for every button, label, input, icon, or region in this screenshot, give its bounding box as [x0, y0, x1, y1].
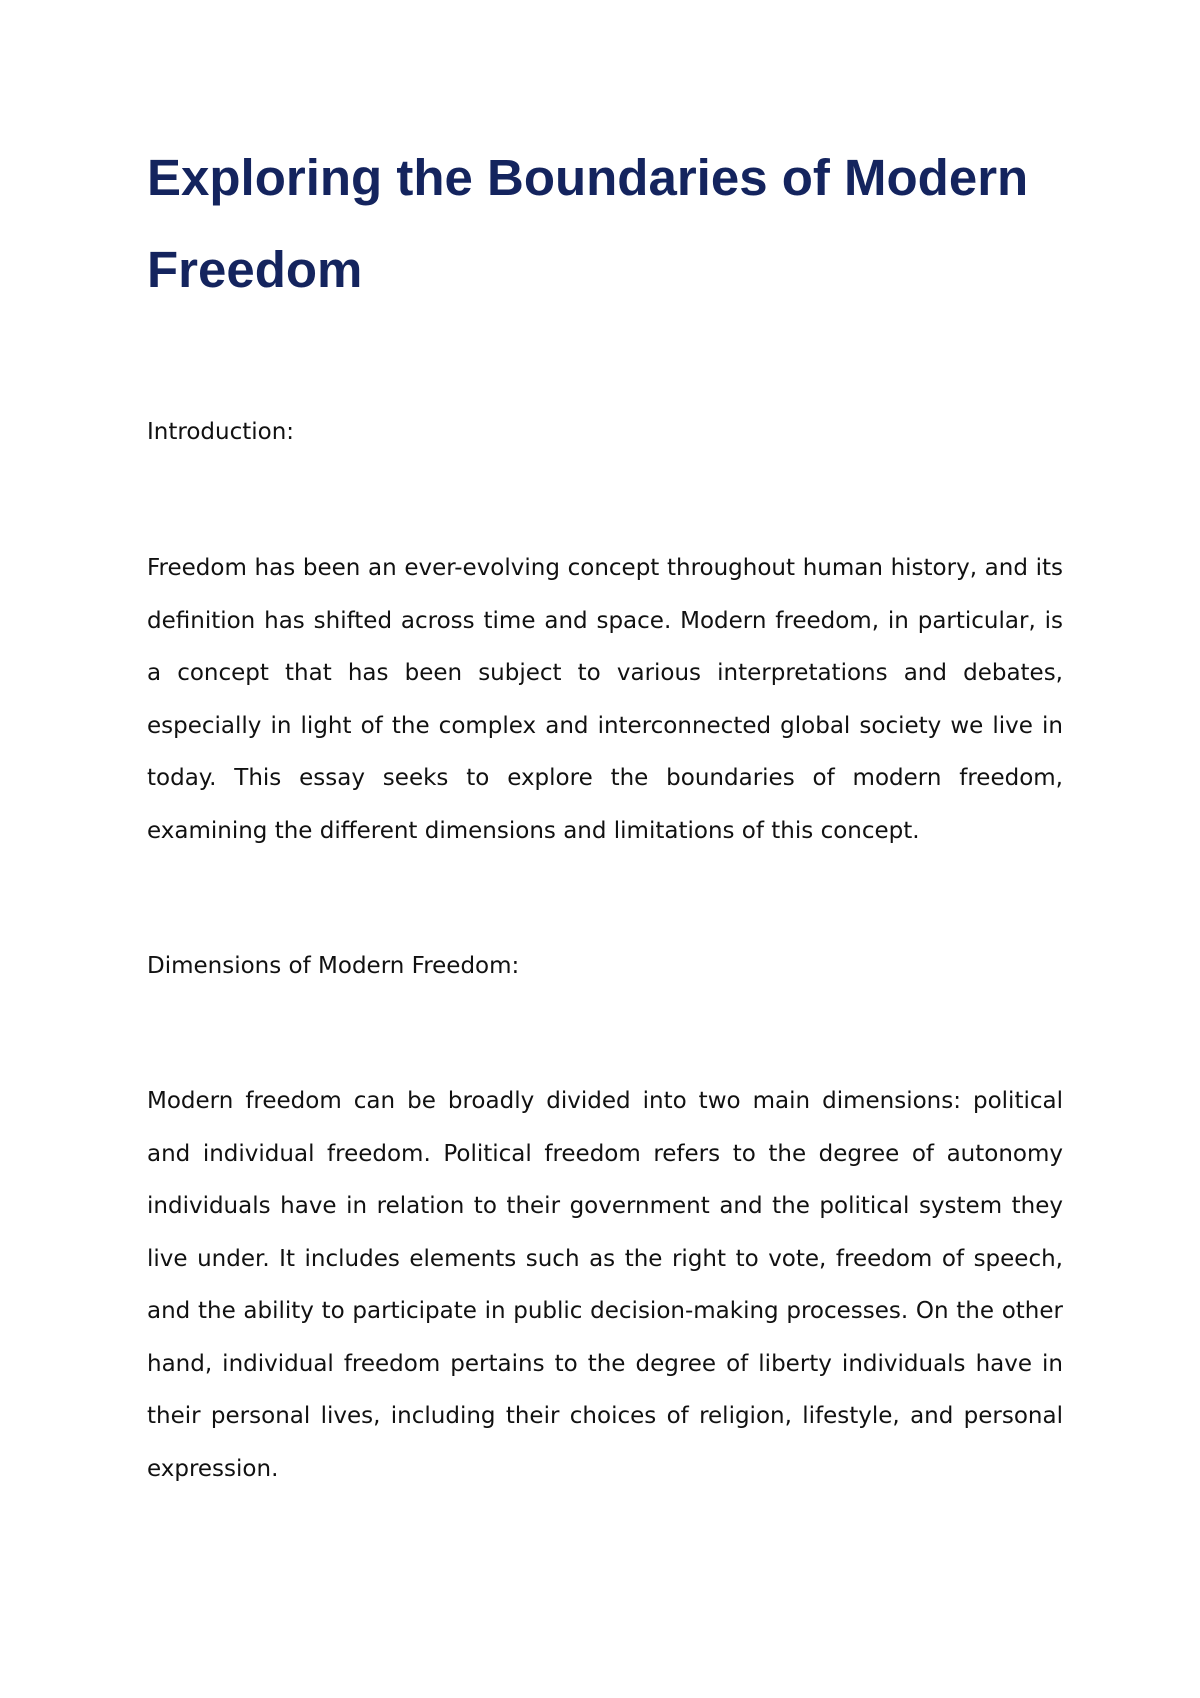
- paragraph-introduction: Freedom has been an ever-evolving concept throughout human history, and its definition has shifted across time and space. Modern freedom, in particular, is a concept that has been subject to various interpretations and debates, especially in light of the complex and interconnected global society we live in today. This essay seeks to explore the boundaries of modern freedom, examining the different dimensions and limitations of this concept.: [147, 555, 1063, 844]
- section-heading-dimensions: Dimensions of Modern Freedom:: [147, 953, 520, 979]
- section-heading-introduction: Introduction:: [147, 419, 295, 445]
- document-title: Exploring the Boundaries of Modern Freedom: [147, 149, 1029, 298]
- paragraph-dimensions: Modern freedom can be broadly divided into two main dimensions: political and individual freedom. Political freedom refers to the degree of autonomy individuals have in relation to their government and the political system they live under. It includes elements such as the right to vote, freedom of speech, and the ability to participate in public decision-making processes. On the other hand, individual freedom pertains to the degree of liberty individuals have in their personal lives, including their choices of religion, lifestyle, and personal expression.: [147, 1088, 1063, 1482]
